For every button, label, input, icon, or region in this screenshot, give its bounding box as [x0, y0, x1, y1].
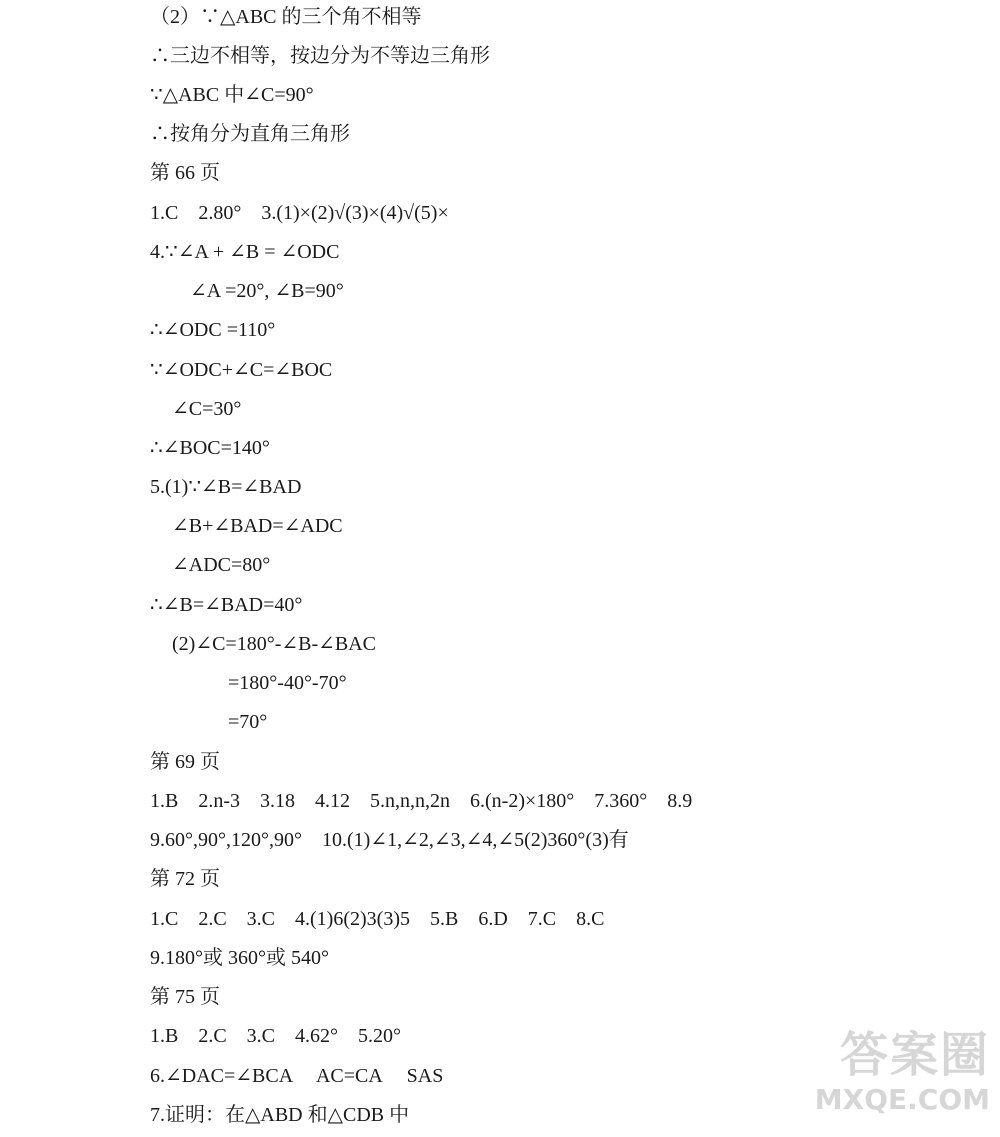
solution-line: ∠C=30°: [172, 398, 242, 420]
solution-line: ∠B+∠BAD=∠ADC: [172, 515, 343, 537]
proof-intro-line: 7.证明：在△ABD 和△CDB 中: [150, 1104, 410, 1126]
solution-line: ∠ADC=80°: [172, 554, 271, 576]
page-heading-66: 第 66 页: [150, 162, 220, 184]
solution-line: 5.(1)∵∠B=∠BAD: [150, 476, 302, 498]
watermark-logo-text: 答案圈: [839, 1027, 990, 1083]
answer-line: 9.180°或 360°或 540°: [150, 947, 329, 969]
solution-line-4: ∴按角分为直角三角形: [150, 123, 350, 145]
page-heading-75: 第 75 页: [150, 986, 220, 1008]
page-heading-72: 第 72 页: [150, 868, 220, 890]
solution-line: ∴∠ODC =110°: [150, 319, 276, 341]
solution-line-3: ∵△ABC 中∠C=90°: [150, 84, 314, 106]
solution-line: ∴∠BOC=140°: [150, 437, 270, 459]
watermark-url-text: MXQE.COM: [814, 1083, 990, 1116]
answer-line: 1.C 2.80° 3.(1)×(2)√(3)×(4)√(5)×: [150, 202, 449, 224]
solution-line: ∵∠ODC+∠C=∠BOC: [150, 359, 333, 381]
solution-line: (2)∠C=180°-∠B-∠BAC: [172, 633, 376, 655]
solution-line: =70°: [228, 711, 268, 733]
answer-line: 1.B 2.n-3 3.18 4.12 5.n,n,n,2n 6.(n-2)×180° 7.360° 8.9: [150, 790, 693, 812]
solution-line-1: （2）∵△ABC 的三个角不相等: [150, 6, 422, 28]
site-watermark: [790, 1027, 990, 1137]
answer-line: 6.∠DAC=∠BCA AC=CA SAS: [150, 1065, 444, 1087]
solution-line: ∴∠B=∠BAD=40°: [150, 594, 303, 616]
answer-line: 1.C 2.C 3.C 4.(1)6(2)3(3)5 5.B 6.D 7.C 8.C: [150, 908, 605, 930]
solution-line: =180°-40°-70°: [228, 672, 347, 694]
solution-line: ∠A =20°, ∠B=90°: [190, 280, 344, 302]
answer-line: 1.B 2.C 3.C 4.62° 5.20°: [150, 1025, 402, 1047]
solution-line-2: ∴三边不相等，按边分为不等边三角形: [150, 45, 490, 67]
solution-line: 4.∵∠A + ∠B = ∠ODC: [150, 241, 340, 263]
page-heading-69: 第 69 页: [150, 751, 220, 773]
answer-line: 9.60°,90°,120°,90° 10.(1)∠1,∠2,∠3,∠4,∠5(2)360°(3)有: [150, 829, 629, 851]
